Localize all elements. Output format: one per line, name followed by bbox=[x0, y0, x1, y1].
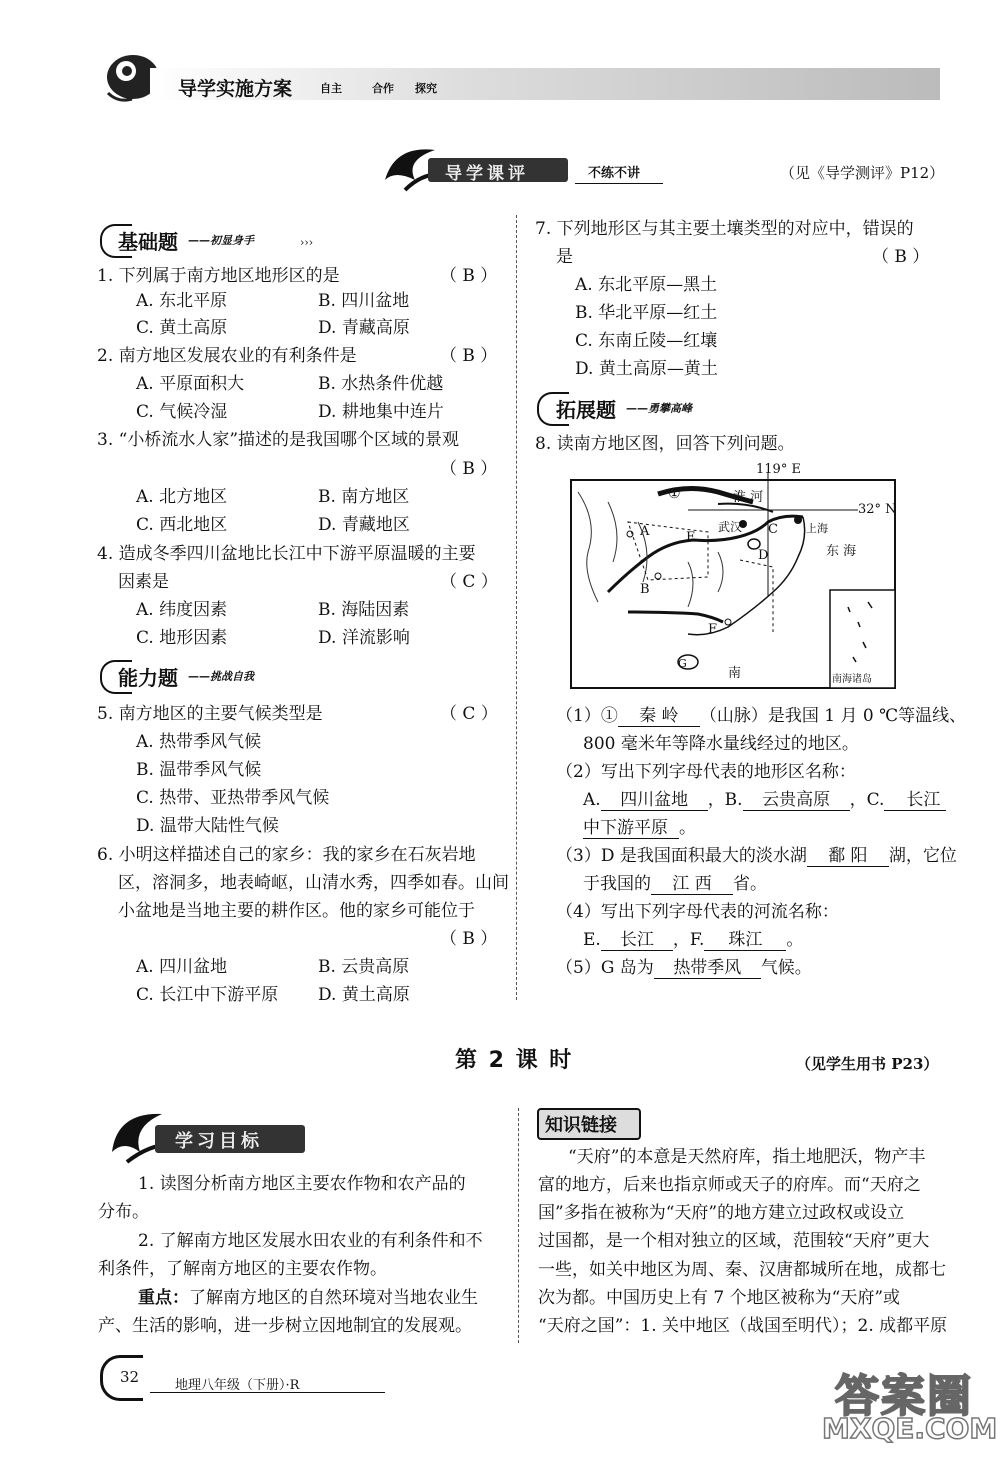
map-label-f: F bbox=[708, 622, 718, 637]
q6-line-3: 小盆地是当地主要的耕作区。他的家乡可能位于 bbox=[118, 901, 475, 921]
banner-rule bbox=[575, 183, 663, 184]
q2-option-a: A. 平原面积大 bbox=[136, 374, 245, 394]
basic-label: 基础题 bbox=[118, 230, 178, 254]
link-line-2: 富的地方，后来也指京师或天子的府库。而“天府之 bbox=[538, 1175, 921, 1195]
q5-option-a: A. 热带季风气候 bbox=[136, 732, 262, 752]
q8-p2: （2）写出下列字母代表的地形区名称： bbox=[556, 762, 856, 782]
link-line-6: 次为都。中国历史上有 7 个地区被称为“天府”或 bbox=[538, 1288, 901, 1308]
map-label-donghai: 东 海 bbox=[826, 544, 857, 559]
q3-option-d: D. 青藏地区 bbox=[318, 515, 410, 535]
banner-title: 导学课评 bbox=[445, 164, 529, 184]
map-label-shanghai: 上海 bbox=[806, 522, 828, 535]
goals-p3: 重点：了解南方地区的自然环境对当地农业生 bbox=[138, 1288, 478, 1308]
map-label-huaihe: 淮 河 bbox=[733, 490, 764, 505]
q4-answer: （ C ） bbox=[440, 572, 498, 592]
q8-fill-c: 长江 bbox=[884, 790, 946, 811]
q8-fill-c2: 中下游平原 bbox=[583, 818, 679, 839]
q4-option-a: A. 纬度因素 bbox=[136, 600, 228, 620]
q8-p3: （3）D 是我国面积最大的淡水湖 鄱 阳 湖，它位 bbox=[556, 846, 957, 866]
q8-p4-answers: E. 长江 ，F. 珠江 。 bbox=[583, 930, 804, 950]
q7-option-d: D. 黄土高原—黄土 bbox=[575, 359, 718, 379]
map-label-d: D bbox=[758, 548, 769, 563]
q8-p1: （1）① 秦 岭 （山脉）是我国 1 月 0 ℃等温线、 bbox=[556, 706, 967, 726]
q6-answer: （ B ） bbox=[440, 929, 498, 949]
q8-fill-climate: 热带季风 bbox=[654, 958, 761, 979]
banner-subtitle: 不练不讲 bbox=[588, 166, 641, 181]
lesson-title: 第 2 课 时 bbox=[455, 1048, 574, 1073]
footer-page-number: 32 bbox=[120, 1368, 140, 1386]
q1-option-a: A. 东北平原 bbox=[136, 291, 228, 311]
link-divider bbox=[518, 1108, 519, 1343]
goals-p2b: 利条件，了解南方地区的主要农作物。 bbox=[98, 1259, 387, 1279]
q1-option-d: D. 青藏高原 bbox=[318, 318, 410, 338]
map-label-a: A bbox=[640, 524, 650, 539]
south-region-map bbox=[568, 462, 898, 690]
map-label-b: B bbox=[640, 582, 650, 597]
q8-p2-line2: 中下游平原 。 bbox=[583, 818, 696, 838]
ability-sub: ——挑战自我 bbox=[188, 670, 254, 683]
q4-option-b: B. 海陆因素 bbox=[318, 600, 410, 620]
extend-label: 拓展题 bbox=[556, 398, 616, 422]
q6-line-2: 区，溶洞多，地表崎岖，山清水秀，四季如春。山间 bbox=[118, 873, 509, 893]
header-tag-3: 探究 bbox=[415, 82, 437, 95]
q8-p5: （5）G 岛为 热带季风 气候。 bbox=[556, 958, 812, 978]
q1-option-b: B. 四川盆地 bbox=[318, 291, 410, 311]
q1-option-c: C. 黄土高原 bbox=[136, 318, 228, 338]
q3-option-a: A. 北方地区 bbox=[136, 487, 228, 507]
footer-book: 地理八年级（下册）·R bbox=[175, 1378, 300, 1393]
q2-option-d: D. 耕地集中连片 bbox=[318, 402, 444, 422]
q8-p3-line2: 于我国的 江 西 省。 bbox=[583, 874, 767, 894]
map-lat-label: 32° N bbox=[858, 502, 897, 517]
link-line-5: 一些，如关中地区为周、秦、汉唐都城所在地，成都七 bbox=[538, 1260, 946, 1280]
q6-option-c: C. 长江中下游平原 bbox=[136, 985, 279, 1005]
q8-text: 8. 读南方地区图，回答下列问题。 bbox=[535, 434, 795, 454]
q8-p2-answers: A. 四川盆地 ，B. 云贵高原 ，C. 长江 bbox=[583, 790, 946, 811]
basic-sub: ——初显身手 bbox=[188, 234, 254, 247]
q5-option-d: D. 温带大陆性气候 bbox=[136, 816, 279, 836]
q8-fill-f: 珠江 bbox=[704, 930, 786, 951]
q3-option-c: C. 西北地区 bbox=[136, 515, 228, 535]
link-label: 知识链接 bbox=[545, 1115, 617, 1136]
q8-fill-province: 江 西 bbox=[651, 874, 733, 895]
goals-p2: 2. 了解南方地区发展水田农业的有利条件和不 bbox=[138, 1231, 483, 1251]
q5-text: 5. 南方地区的主要气候类型是 bbox=[97, 704, 323, 724]
q3-text: 3. “小桥流水人家”描述的是我国哪个区域的景观 bbox=[97, 430, 460, 450]
header-tag-1: 自主 bbox=[320, 82, 342, 95]
extend-sub: ——勇攀高峰 bbox=[626, 402, 692, 415]
q7-line-1: 7. 下列地形区与其主要土壤类型的对应中，错误的 bbox=[535, 219, 914, 239]
q5-answer: （ C ） bbox=[440, 704, 498, 724]
map-label-inset: 南海诸岛 bbox=[832, 674, 872, 685]
watermark-logo: 答案圈 bbox=[835, 1371, 973, 1422]
link-line-1: “天府”的本意是天然府库，指土地肥沃，物产丰 bbox=[568, 1147, 926, 1167]
q5-option-c: C. 热带、亚热带季风气候 bbox=[136, 788, 330, 808]
q8-fill-b: 云贵高原 bbox=[743, 790, 850, 811]
link-line-4: 过国都，是一个相对独立的区域，范围较“天府”更大 bbox=[538, 1231, 930, 1251]
q6-line-1: 6. 小明这样描述自己的家乡：我的家乡在石灰岩地 bbox=[97, 845, 476, 865]
q1-answer: （ B ） bbox=[440, 266, 498, 286]
map-label-g: G bbox=[678, 657, 687, 670]
q8-fill-e: 长江 bbox=[601, 930, 673, 951]
column-divider bbox=[516, 215, 517, 1000]
q2-option-c: C. 气候冷湿 bbox=[136, 402, 228, 422]
goals-p1: 1. 读图分析南方地区主要农作物和农产品的 bbox=[138, 1174, 466, 1194]
q2-option-b: B. 水热条件优越 bbox=[318, 374, 444, 394]
lesson-ref: （见学生用书 P23） bbox=[796, 1055, 939, 1073]
banner-ref: （见《导学测评》P12） bbox=[780, 164, 945, 182]
q1-text: 1. 下列属于南方地区地形区的是 bbox=[97, 266, 340, 286]
q2-answer: （ B ） bbox=[440, 346, 498, 366]
header-title: 导学实施方案 bbox=[178, 78, 293, 100]
q8-p1-fill: 秦 岭 bbox=[618, 706, 700, 727]
goals-p3b: 产、生活的影响，进一步树立因地制宜的发展观。 bbox=[98, 1316, 472, 1336]
q8-p4: （4）写出下列字母代表的河流名称： bbox=[556, 902, 839, 922]
map-label-wuhan: 武汉 bbox=[718, 520, 743, 534]
q8-p1-line2: 800 毫米年等降水量线经过的地区。 bbox=[583, 734, 859, 754]
q4-text: 4. 造成冬季四川盆地比长江中下游平原温暖的主要 bbox=[97, 544, 476, 564]
q7-answer: （ B ） bbox=[872, 247, 930, 267]
watermark-site: MXQE.COM bbox=[822, 1412, 998, 1445]
map-label-e: E bbox=[686, 530, 696, 545]
q4-option-d: D. 洋流影响 bbox=[318, 628, 410, 648]
q2-text: 2. 南方地区发展农业的有利条件是 bbox=[97, 346, 357, 366]
basic-arrow: ››› bbox=[300, 236, 314, 249]
q4-option-c: C. 地形因素 bbox=[136, 628, 228, 648]
q7-option-a: A. 东北平原—黑土 bbox=[575, 275, 718, 295]
q7-option-c: C. 东南丘陵—红壤 bbox=[575, 331, 718, 351]
map-label-c: C bbox=[768, 522, 778, 537]
q4-text-2: 因素是 bbox=[118, 572, 169, 592]
footer-rule bbox=[150, 1392, 385, 1393]
ability-label: 能力题 bbox=[118, 666, 178, 690]
q5-option-b: B. 温带季风气候 bbox=[136, 760, 262, 780]
q3-option-b: B. 南方地区 bbox=[318, 487, 410, 507]
goals-p1b: 分布。 bbox=[98, 1202, 149, 1222]
q8-fill-lake: 鄱 阳 bbox=[807, 846, 889, 867]
q3-answer: （ B ） bbox=[440, 459, 498, 479]
q6-option-d: D. 黄土高原 bbox=[318, 985, 410, 1005]
link-line-7: “天府之国”：1. 关中地区（战国至明代）；2. 成都平原 bbox=[538, 1316, 948, 1336]
map-label-nan: 南 bbox=[728, 666, 742, 681]
map-label-one: ① bbox=[668, 486, 681, 502]
goals-label: 学习目标 bbox=[175, 1131, 263, 1152]
q6-option-a: A. 四川盆地 bbox=[136, 957, 228, 977]
q7-line-2: 是 bbox=[556, 247, 573, 267]
q8-fill-a: 四川盆地 bbox=[601, 790, 708, 811]
map-lon-label: 119° E bbox=[756, 462, 801, 477]
link-line-3: 国”多指在被称为“天府”的地方建立过政权或设立 bbox=[538, 1203, 905, 1223]
header-tag-2: 合作 bbox=[372, 82, 394, 95]
q6-option-b: B. 云贵高原 bbox=[318, 957, 410, 977]
q7-option-b: B. 华北平原—红土 bbox=[575, 303, 718, 323]
